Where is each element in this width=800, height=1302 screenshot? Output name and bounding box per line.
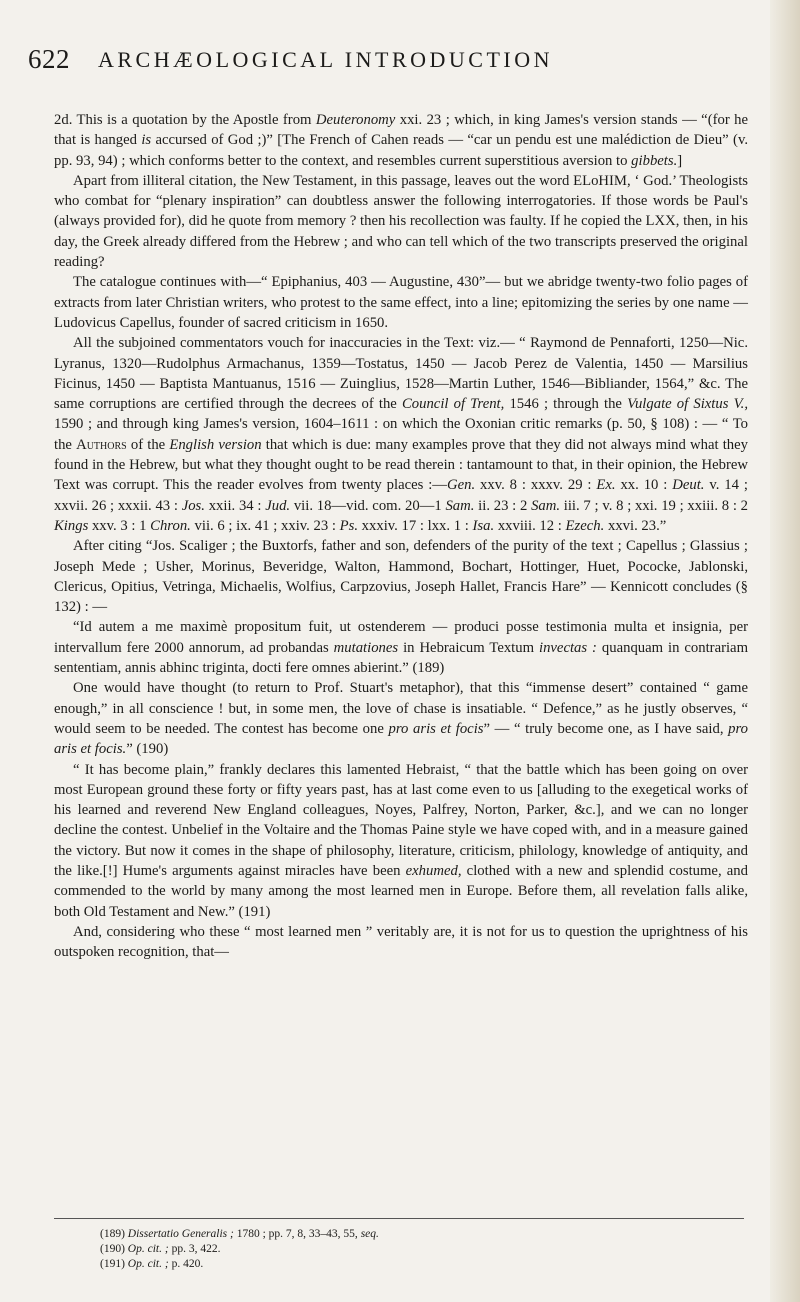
text-run: xx. 10 : <box>615 477 673 494</box>
footnote-number: (189) <box>100 1228 128 1240</box>
footnote-title: Op. cit. ; <box>127 1258 169 1270</box>
footnote-text: 1780 ; pp. 7, 8, 33–43, 55, <box>233 1228 361 1240</box>
text-run: xxxiv. 17 : lxx. 1 : <box>358 517 473 534</box>
text-run: ” (190) <box>126 741 169 758</box>
body-text <box>54 110 748 962</box>
italic-run: pro aris et focis. <box>54 720 748 758</box>
paragraph-3 <box>54 272 748 333</box>
paragraph-5 <box>54 536 748 617</box>
footnote-number: (191) <box>100 1258 128 1270</box>
italic-run: pro aris et focis <box>388 720 484 737</box>
italic-run: Ps. <box>339 517 358 534</box>
paragraph-2 <box>54 171 748 272</box>
italic-run: Deut. <box>672 477 705 494</box>
italic-run: Jos. <box>181 497 205 514</box>
page-header <box>28 44 748 80</box>
footnote-title: Dissertatio Generalis ; <box>127 1228 234 1240</box>
italic-run: English version <box>169 436 262 453</box>
text-run: “Id autem a me maximè propositum fuit, ut ostenderem — produci posse testimonia multa et insignia, per intervallum fere 2000 annorum, ad probandas <box>54 619 748 656</box>
text-run: xxv. 8 : xxxv. 29 : <box>475 477 597 494</box>
footnote-number: (190) <box>100 1243 128 1255</box>
text-run: vii. 6 ; ix. 41 ; xxiv. 23 : <box>190 517 340 534</box>
paragraph-7 <box>54 678 748 759</box>
italic-run: Kings <box>54 517 89 534</box>
text-run: xxii. 34 : <box>204 497 266 514</box>
italic-run: exhumed, <box>405 862 462 879</box>
footnote-text: p. 420. <box>168 1258 204 1270</box>
italic-run: Chron. <box>150 517 191 534</box>
text-run: clothed with a new and splendid costume, and commended to the world by many among the most learned men in Europe. Before them, all revelation falls alike, both Old Testament and New.” (191) <box>54 862 748 920</box>
italic-run: Sam. <box>531 497 561 514</box>
text-run: All the subjoined commentators vouch for inaccuracies in the Text: viz.— “ Raymond de Pennaforti, 1250—Nic. Lyranus, 1320—Rudolphus Armachanus, 1359—Tostatus, 1450 — Jacob Perez de Valentia, 1450 — Marsilius Ficinus, 1450 — Baptista Mantuanus, 1516 — Zuinglius, 1528—Martin Luther, 1546—Bibliander, 1564,” &c. The same corruptions are certified through the decrees of the <box>54 335 748 413</box>
italic-run: Ezech. <box>565 517 605 534</box>
footnote-191 <box>100 1257 740 1272</box>
page-number: 622 <box>28 44 70 74</box>
small-caps-run: Authors <box>76 436 127 453</box>
text-run: in Hebraicum Textum <box>398 639 539 656</box>
text-run: xxv. 3 : 1 <box>88 517 151 534</box>
text-run: And, considering who these “ most learned men ” veritably are, it is not for us to question the uprightness of his outspoken recognition, that— <box>54 923 748 961</box>
text-run: v. 14 ; xxvii. 26 ; xxxii. 43 : <box>54 477 748 514</box>
italic-run: is <box>141 132 152 149</box>
italic-run: gibbets. <box>631 152 678 169</box>
text-run: One would have thought (to return to Prof. Stuart's metaphor), that this “immense desert” contained “ game enough,” in all conscience ! but, in some men, the love of chase is insatiable. “ Defence,” as he justly observes, “ would seem to be needed. The contest has become one <box>54 680 748 737</box>
italic-run: mutationes <box>333 639 399 656</box>
footnote-rule <box>54 1218 744 1219</box>
text-run: 1590 ; and through king James's version, 1604–1611 : on which the Oxonian critic remarks (p. 50, § 108) : — “ To the <box>54 416 748 453</box>
footnote-189 <box>100 1227 740 1242</box>
text-run: vii. 18—vid. com. 20—1 <box>290 497 446 514</box>
text-run: ” — “ truly become one, as I have said, <box>483 720 729 737</box>
paragraph-1 <box>54 110 748 171</box>
text-run: quanquam in contrariam sententiam, annis abhinc triginta, docti fere omnes abierint.” (189) <box>54 639 749 677</box>
text-run: accursed of God ;)” [The French of Cahen reads — “car un pendu est une malédiction de Dieu” (v. pp. 93, 94) ; which conforms better to the context, and resembles current superstitious aversion to <box>54 132 749 169</box>
italic-run: Vulgate of Sixtus V., <box>627 396 748 413</box>
text-run: The catalogue continues with—“ Epiphanius, 403 — Augustine, 430”— but we abridge twenty-two folio pages of extracts from later Christian writers, who protest to the same effect, into a line; epitomizing the series by one name — Ludovicus Capellus, founder of sacred criticism in 1650. <box>54 274 748 331</box>
paragraph-4 <box>54 333 748 536</box>
text-run: xxi. 23 ; which, in king James's version stands — “(for he that is hanged <box>54 112 749 149</box>
italic-run: invectas : <box>538 639 597 656</box>
footnotes <box>100 1227 740 1272</box>
page-edge-shadow <box>770 0 800 1302</box>
footnote-tail: seq. <box>360 1228 379 1240</box>
text-run: xxvi. 23.” <box>604 517 667 534</box>
running-head: ARCHÆOLOGICAL INTRODUCTION <box>98 47 553 72</box>
text-run: of the <box>126 436 170 453</box>
text-run: xxviii. 12 : <box>494 517 566 534</box>
text-run: ] <box>677 152 683 169</box>
italic-run: Deuteronomy <box>315 112 396 128</box>
italic-run: Council of Trent, <box>401 396 505 413</box>
text-run: that which is due: many examples prove that they did not always mind what they found in the Hebrew, but what they thought ought to be read therein : tantamount to that, in their opinion, the Hebrew Text was corrupt. This the reader evolves from twenty places :— <box>54 436 748 494</box>
italic-run: Sam. <box>445 497 475 514</box>
text-run: “ It has become plain,” frankly declares this lamented Hebraist, “ that the battle which has been going on over most European ground these forty or fifty years past, has at last come even to us [alluding to the exegetical works of his learned and reverend New England colleagues, Noyes, Palfrey, Norton, Parker, &c.], and we can no longer decline the contest. Unbelief in the Voltaire and the Thomas Paine style we have coped with, and in a measure gained the victory. But now it comes in the shape of philosophy, literature, criticism, philology, knowledge of antiquity, and the like.[!] Hume's arguments against miracles have been <box>54 761 748 879</box>
text-run: ii. 23 : 2 <box>474 497 532 514</box>
italic-run: Ex. <box>596 477 616 494</box>
text-run: iii. 7 ; v. 8 ; xxi. 19 ; xxiii. 8 : 2 <box>560 497 749 514</box>
paragraph-9 <box>54 922 748 963</box>
footnote-190 <box>100 1242 740 1257</box>
text-run: After citing “Jos. Scaliger ; the Buxtorfs, father and son, defenders of the purity of the text ; Capellus ; Glassius ; Joseph Mede ; Usher, Morinus, Beveridge, Walton, Hammond, Bochart, Hottinger, Huet, Pococke, Jablonski, Clericus, Opitius, Vetringa, Michaelis, Wolfius, Carpzovius, Joseph Hallet, Francis Hare” — Kennicott concludes (§ 132) : — <box>54 538 748 616</box>
footnote-text: pp. 3, 422. <box>168 1243 221 1255</box>
footnote-title: Op. cit. ; <box>127 1243 169 1255</box>
italic-run: Jud. <box>265 497 291 514</box>
paragraph-6-latin-quote <box>54 617 748 678</box>
text-run: 2d. This is a quotation by the Apostle from <box>54 112 316 128</box>
paragraph-8 <box>54 760 748 922</box>
text-run: Apart from illiteral citation, the New Testament, in this passage, leaves out the word ELoHIM, ‘ God.’ Theologists who combat for “plenary inspiration” can doubtless answer the following interrogatories. If those words be Paul's (always provided for), did he quote from memory ? then his recollection was faulty. If he copied the LXX, then, in his day, the Greek already differed from the Hebrew ; and who can tell which of the two transcripts preserved the original reading? <box>54 172 748 271</box>
text-run: 1546 ; through the <box>504 396 628 413</box>
italic-run: Isa. <box>472 517 495 534</box>
italic-run: Gen. <box>447 477 476 494</box>
